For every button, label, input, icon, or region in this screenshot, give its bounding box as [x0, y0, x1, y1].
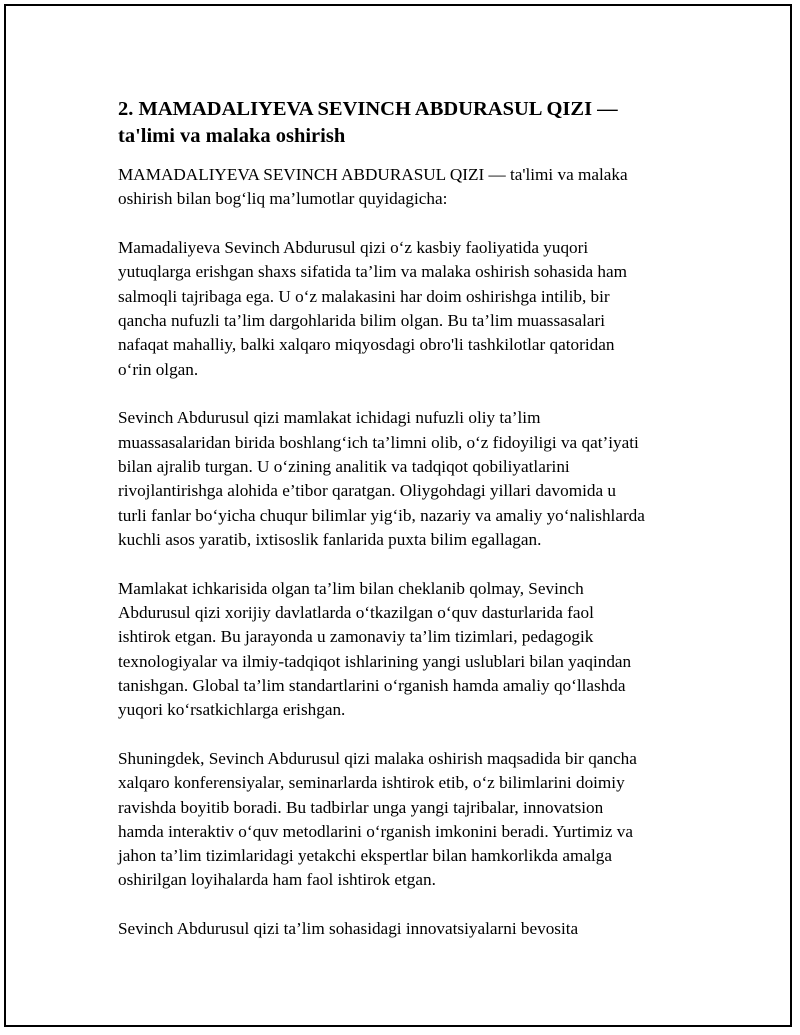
- text-line: MAMADALIYEVA SEVINCH ABDURASUL QIZI — ta'limi va malaka: [118, 165, 628, 184]
- text-line: Mamlakat ichkarisida olgan ta’lim bilan cheklanib qolmay, Sevinch: [118, 578, 584, 598]
- heading-line: ta'limi va malaka oshirish: [118, 125, 346, 147]
- text-line: oshirilgan loyihalarda ham faol ishtirok etgan.: [118, 870, 436, 890]
- text-line: Shuningdek, Sevinch Abdurusul qizi malaka oshirish maqsadida bir qancha: [118, 748, 637, 768]
- text-line: Mamadaliyeva Sevinch Abdurusul qizi o‘z kasbiy faoliyatida yuqori: [118, 238, 589, 258]
- heading-line: 2. MAMADALIYEVA SEVINCH ABDURASUL QIZI —: [118, 98, 618, 120]
- intro-paragraph: [118, 163, 698, 212]
- paragraph: [118, 406, 698, 552]
- text-line: ishtirok etgan. Bu jarayonda u zamonaviy ta’lim tizimlari, pedagogik: [118, 627, 594, 647]
- text-line: bilan ajralib turgan. U o‘zining analitik va tadqiqot qobiliyatlarini: [118, 456, 570, 476]
- text-line: tanishgan. Global ta’lim standartlarini o‘rganish hamda amaliy qo‘llashda: [118, 675, 626, 695]
- text-line: Abdurusul qizi xorijiy davlatlarda o‘tkazilgan o‘quv dasturlarida faol: [118, 602, 594, 622]
- text-line: oshirish bilan bog‘liq ma’lumotlar quyidagicha:: [118, 189, 448, 209]
- section-heading: [118, 96, 698, 150]
- text-line: kuchli asos yaratib, ixtisoslik fanlarida puxta bilim egallagan.: [118, 529, 542, 549]
- text-line: yutuqlarga erishgan shaxs sifatida ta’lim va malaka oshirish sohasida ham: [118, 262, 627, 282]
- paragraph: [118, 577, 698, 723]
- document-body: [118, 96, 698, 966]
- text-line: o‘rin olgan.: [118, 359, 199, 379]
- text-line: salmoqli tajribaga ega. U o‘z malakasini har doim oshirishga intilib, bir: [118, 286, 610, 306]
- text-line: hamda interaktiv o‘quv metodlarini o‘rganish imkonini beradi. Yurtimiz va: [118, 821, 634, 841]
- text-line: turli fanlar bo‘yicha chuqur bilimlar yig‘ib, nazariy va amaliy yo‘nalishlarda: [118, 505, 645, 525]
- text-line: yuqori ko‘rsatkichlarga erishgan.: [118, 700, 346, 720]
- text-line: texnologiyalar va ilmiy-tadqiqot ishlarining yangi uslublari bilan yaqindan: [118, 651, 632, 671]
- text-line: xalqaro konferensiyalar, seminarlarda ishtirok etib, o‘z bilimlarini doimiy: [118, 773, 625, 793]
- paragraph: [118, 747, 698, 893]
- text-line: rivojlantirishga alohida e’tibor qaratgan. Oliygohdagi yillari davomida u: [118, 481, 616, 501]
- paragraph: [118, 236, 698, 382]
- text-line: Sevinch Abdurusul qizi ta’lim sohasidagi innovatsiyalarni bevosita: [118, 919, 579, 939]
- text-line: muassasalaridan birida boshlang‘ich ta’limni olib, o‘z fidoyiligi va qat’iyati: [118, 432, 639, 452]
- text-line: jahon ta’lim tizimlaridagi yetakchi ekspertlar bilan hamkorlikda amalga: [118, 846, 612, 866]
- text-line: ravishda boyitib boradi. Bu tadbirlar unga yangi tajribalar, innovatsion: [118, 797, 604, 817]
- paragraph: [118, 917, 698, 941]
- text-line: nafaqat mahalliy, balki xalqaro miqyosdagi obro'li tashkilotlar qatoridan: [118, 335, 615, 355]
- text-line: Sevinch Abdurusul qizi mamlakat ichidagi nufuzli oliy ta’lim: [118, 408, 541, 428]
- text-line: qancha nufuzli ta’lim dargohlarida bilim olgan. Bu ta’lim muassasalari: [118, 310, 606, 330]
